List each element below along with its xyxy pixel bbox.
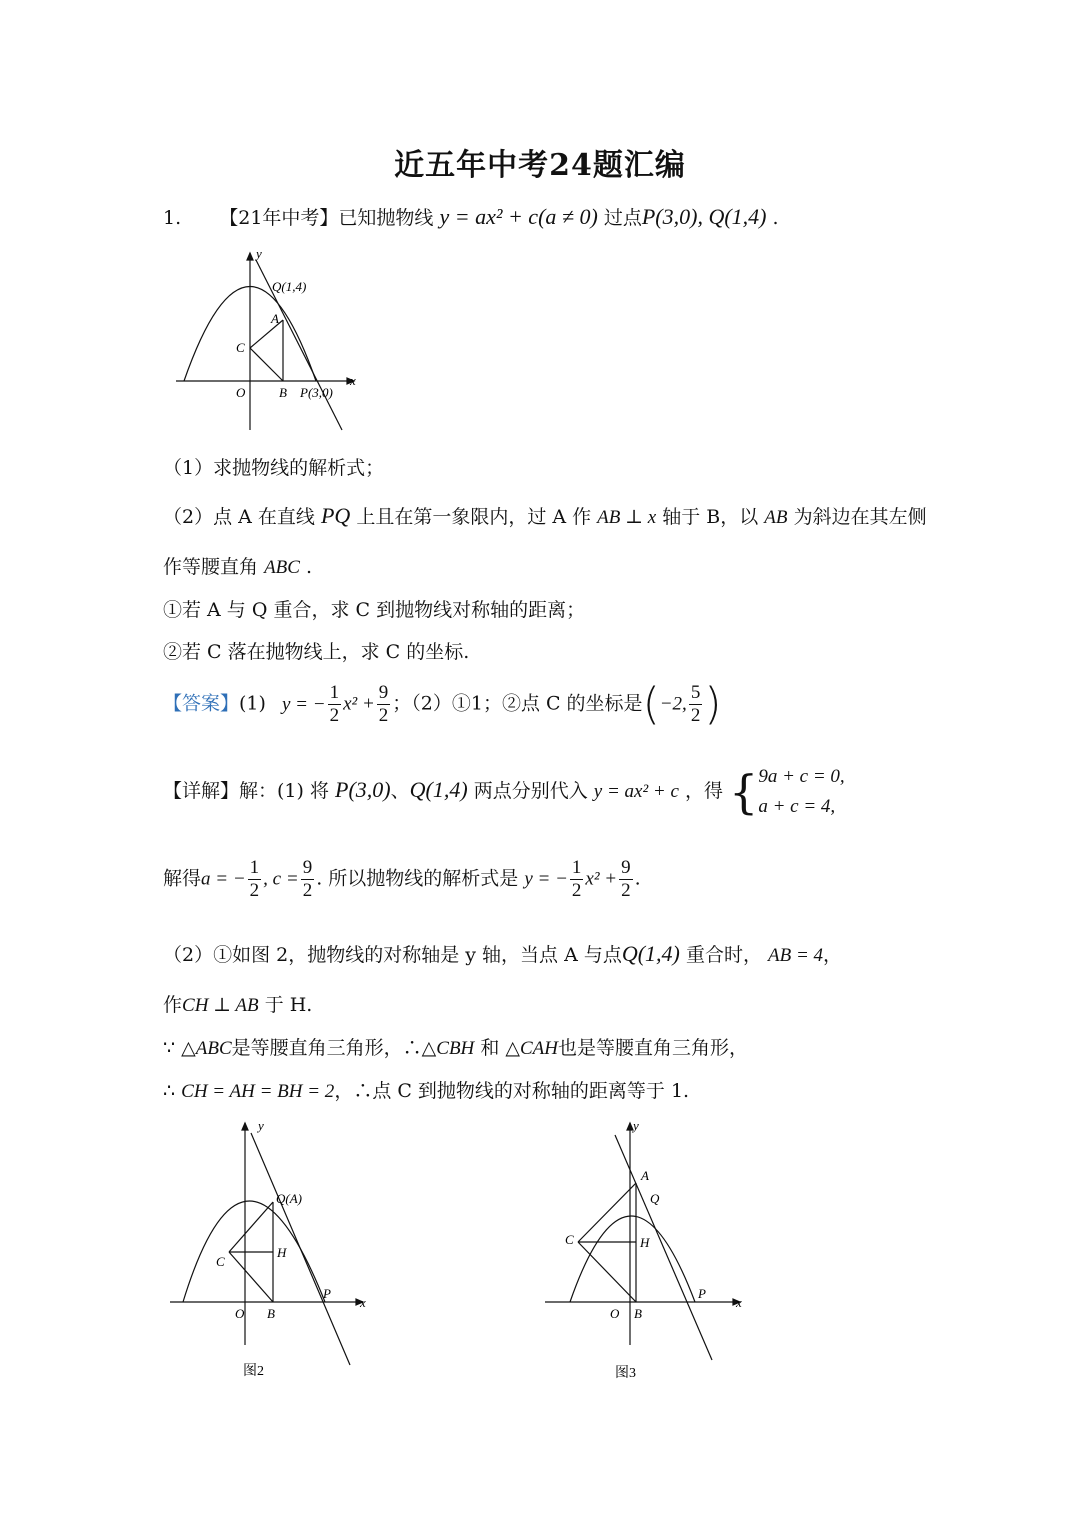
triangle-cbh: △CBH (421, 1038, 475, 1059)
detail-text: 解：(1) 将 (239, 780, 329, 802)
answer-eq: y = − (281, 693, 326, 715)
detail-text: 两点分别代入 (473, 780, 588, 802)
line-pq (251, 1133, 350, 1365)
detail-text: 重合时， (685, 944, 762, 966)
h-label: H (640, 1235, 650, 1250)
result-eq: y = − (524, 868, 568, 890)
part2-text: . (306, 556, 313, 578)
part-2-line-2 (163, 552, 312, 579)
answer-text: ；（2）①1；②点 C 的坐标是 (392, 692, 643, 715)
p-label: P(3,0) (300, 385, 333, 400)
paren-left: ( (642, 678, 660, 730)
result-eq: x² + (585, 868, 618, 890)
solution-a: a = − (201, 868, 246, 890)
y-label: y (256, 246, 262, 261)
fraction: $\frac{1}{2}$ (249, 857, 260, 901)
detail-line-2 (163, 857, 641, 902)
answer-tag: 【答案】 (163, 692, 240, 715)
segment-cb (250, 348, 283, 381)
stem-text: 已知抛物线 (338, 207, 434, 229)
perp-eq: CH ⊥ AB (182, 995, 259, 1016)
detail-text: ， (823, 944, 843, 966)
detail-text: . 所以抛物线的解析式是 (316, 867, 519, 890)
p-label: P (323, 1286, 331, 1301)
y-label: y (258, 1118, 264, 1133)
perp-expr: AB ⊥ x (597, 507, 657, 528)
segment-ca (578, 1183, 636, 1242)
detail-text: （2）①如图 2，抛物线的对称轴是 y 轴，当点 A 与点 (163, 944, 622, 966)
o-label: O (236, 385, 246, 400)
answer-part: (1) (239, 692, 266, 715)
triangle-abc: △ABC (181, 1038, 232, 1059)
a-label: A (271, 311, 279, 326)
detail-text: 也是等腰直角三角形， (558, 1037, 749, 1059)
detail-text: 、 (390, 780, 410, 802)
length-eq: CH = AH = BH = 2 (181, 1081, 335, 1102)
c-label: C (236, 340, 245, 355)
detail-text: ，∴点 C 到抛物线的对称轴的距离等于 1. (334, 1080, 690, 1102)
sub-question-2: ②若 C 落在抛物线上，求 C 的坐标. (163, 641, 470, 663)
segment-cb (229, 1252, 273, 1302)
figure-1 (170, 245, 370, 440)
y-label: y (633, 1118, 639, 1133)
b-label: B (634, 1306, 642, 1321)
part2-text: 为斜边在其左侧 (793, 506, 927, 528)
stem-end: . (772, 207, 779, 229)
part2-text: 作等腰直角 (163, 556, 259, 578)
ab-label: AB (764, 507, 788, 528)
paren-right: ) (704, 678, 722, 730)
detail-text: 和 (480, 1037, 500, 1059)
answer-eq: x² + (343, 693, 375, 715)
page-title: 近五年中考24题汇编 (394, 148, 686, 183)
o-label: O (610, 1306, 620, 1321)
line-pq-label: PQ (320, 503, 351, 528)
given-points: P(3,0), Q(1,4) (641, 204, 767, 229)
part2-text: 轴于 B，以 (662, 506, 759, 528)
figure-3-caption: 图3 (615, 1366, 636, 1381)
ab-eq: AB = 4 (768, 945, 824, 966)
therefore-symbol: ∴ (163, 1080, 176, 1102)
detail-line-5 (163, 1033, 748, 1060)
detail-text: 作 (163, 994, 183, 1016)
segment-cb (578, 1242, 636, 1302)
part-1: （1）求抛物线的解析式； (163, 457, 385, 479)
fraction: $\frac{1}{2}$ (329, 682, 340, 726)
c-label: C (216, 1254, 225, 1269)
brace-icon: { (729, 765, 759, 819)
c-label: C (565, 1232, 574, 1247)
sub-question-1: ①若 A 与 Q 重合，求 C 到抛物线对称轴的距离； (163, 599, 586, 621)
h-label: H (277, 1245, 287, 1260)
detail-line-1 (163, 762, 845, 822)
answer-line (163, 678, 722, 730)
parabola-eq: y = ax² + c (593, 781, 679, 802)
detail-text: . (634, 867, 641, 890)
parabola-formula: y = ax² + c(a ≠ 0) (439, 204, 598, 229)
detail-text: 解得 (163, 867, 202, 890)
triangle-cah: △CAH (505, 1038, 559, 1059)
solution-c: , c = (263, 868, 299, 890)
detail-text: ，得 (684, 780, 723, 802)
parabola (570, 1216, 695, 1302)
detail-text: 于 H. (264, 994, 313, 1016)
because-symbol: ∵ (163, 1037, 176, 1059)
x-label: x (350, 373, 356, 388)
detail-line-4 (163, 990, 312, 1017)
segment-ca (229, 1202, 273, 1252)
figure-2 (165, 1115, 385, 1390)
figure-3 (540, 1115, 760, 1390)
question-tag: 【21年中考】 (219, 207, 339, 229)
fraction: $\frac{9}{2}$ (621, 857, 631, 901)
q-label: Q(1,4) (272, 279, 307, 294)
detail-text: 是等腰直角三角形，∴ (231, 1037, 422, 1059)
x-label: x (736, 1295, 742, 1310)
stem-text: 过点 (603, 207, 642, 229)
part2-text: 上且在第一象限内，过 A 作 (356, 506, 592, 528)
triangle-label: ABC (264, 557, 300, 578)
detail-line-6 (163, 1076, 689, 1103)
q-label: Q (650, 1191, 660, 1206)
point-q: Q(1,4) (409, 777, 468, 802)
y-axis-arrow (247, 253, 253, 260)
fraction: $\frac{9}{2}$ (302, 857, 313, 901)
a-label: A (641, 1168, 649, 1183)
equation-system: 9a + c = 0, a + c = 4, (758, 766, 845, 817)
fraction: $\frac{1}{2}$ (571, 857, 582, 901)
b-label: B (267, 1306, 275, 1321)
part2-text: （2）点 A 在直线 (163, 506, 315, 528)
answer-coord: −2, (659, 693, 687, 715)
figure-2-caption: 图2 (243, 1364, 264, 1379)
point-q: Q(1,4) (621, 941, 680, 966)
o-label: O (235, 1306, 245, 1321)
y-axis-arrow (242, 1123, 248, 1130)
question-number: 1. (163, 207, 182, 229)
fraction: $\frac{9}{2}$ (378, 682, 389, 726)
detail-line-3 (163, 940, 842, 967)
b-label: B (279, 385, 287, 400)
part-2-line-1 (163, 502, 927, 529)
detail-tag: 【详解】 (163, 780, 240, 802)
fraction: $\frac{5}{2}$ (690, 682, 701, 726)
p-label: P (698, 1286, 706, 1301)
question-1-stem (163, 203, 779, 230)
q-label: Q(A) (276, 1191, 302, 1206)
point-p: P(3,0) (335, 777, 391, 802)
x-label: x (360, 1295, 366, 1310)
